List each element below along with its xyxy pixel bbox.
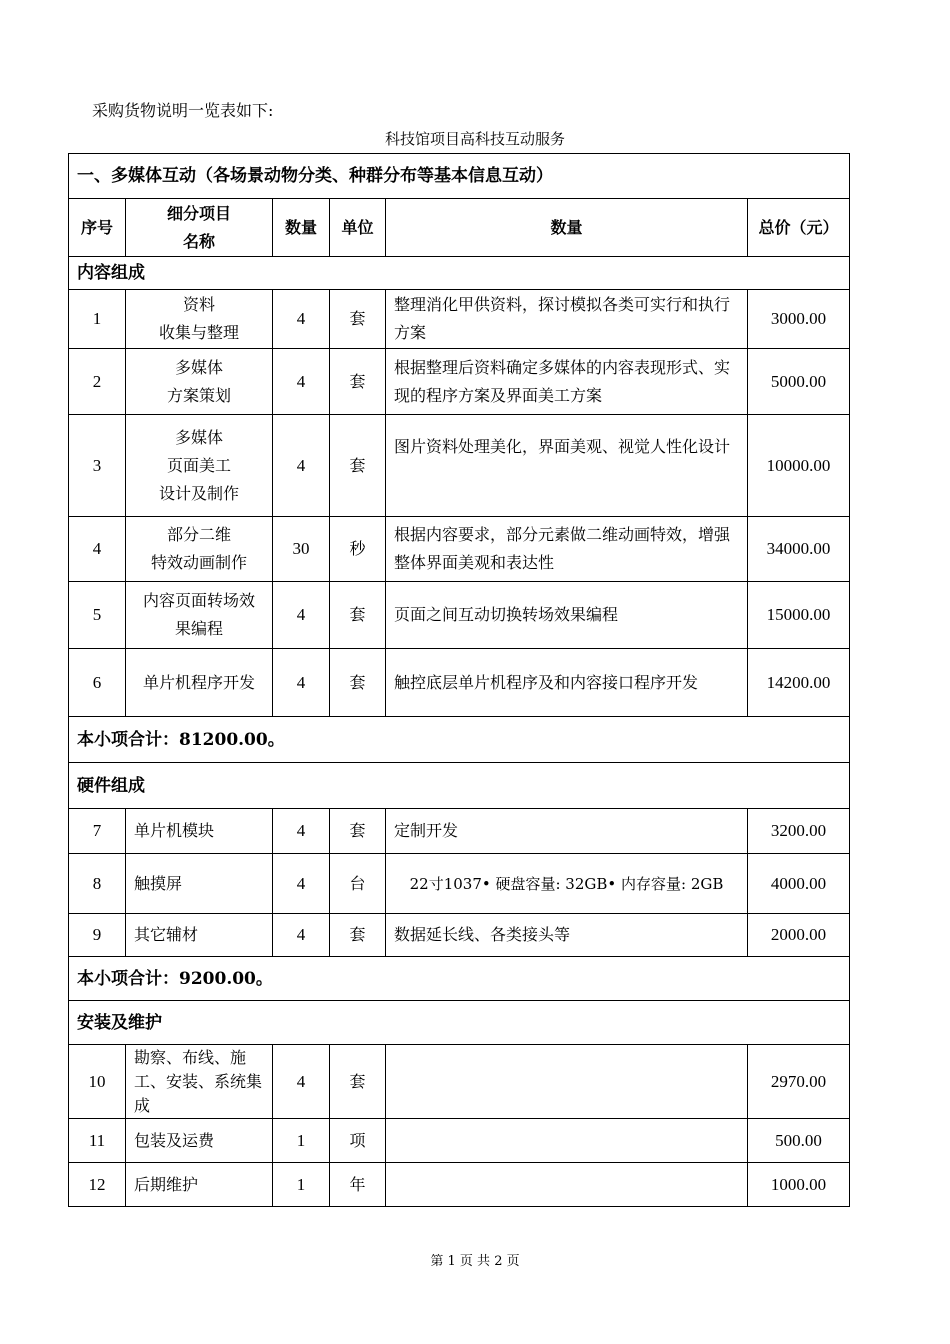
table-row (69, 854, 850, 914)
row-name: 资料 收集与整理 (126, 290, 273, 349)
row-no: 8 (69, 854, 126, 914)
row-desc: 定制开发 (386, 809, 748, 854)
group-label: 硬件组成 (69, 763, 850, 809)
row-desc: 数据延长线、各类接头等 (386, 914, 748, 957)
row-desc: 触控底层单片机程序及和内容接口程序开发 (386, 649, 748, 717)
row-desc: 整理消化甲供资料，探讨模拟各类可实行和执行方案 (386, 290, 748, 349)
table-row (69, 517, 850, 582)
row-desc: 根据整理后资料确定多媒体的内容表现形式、实现的程序方案及界面美工方案 (386, 349, 748, 415)
page-footer: 第 1 页 共 2 页 (430, 1254, 520, 1269)
row-unit: 台 (330, 854, 386, 914)
row-unit: 套 (330, 914, 386, 957)
row-price: 500.00 (748, 1119, 850, 1163)
row-no: 11 (69, 1119, 126, 1163)
section-title: 一、多媒体互动（各场景动物分类、种群分布等基本信息互动） (69, 154, 850, 199)
group-row-install (69, 1001, 850, 1045)
header-item: 细分项目 名称 (126, 199, 273, 257)
section-title-row (69, 154, 850, 199)
row-price: 34000.00 (748, 517, 850, 582)
row-name: 内容页面转场效 果编程 (126, 582, 273, 649)
row-name: 单片机程序开发 (126, 649, 273, 717)
row-unit: 套 (330, 1045, 386, 1119)
table-row (69, 1119, 850, 1163)
row-unit: 项 (330, 1119, 386, 1163)
row-no: 12 (69, 1163, 126, 1207)
row-price: 14200.00 (748, 649, 850, 717)
subtotal-row (69, 717, 850, 763)
document-title: 科技馆项目高科技互动服务 (384, 130, 565, 148)
table-row (69, 649, 850, 717)
row-price: 3000.00 (748, 290, 850, 349)
table-row (69, 290, 850, 349)
row-no: 3 (69, 415, 126, 517)
row-unit: 年 (330, 1163, 386, 1207)
header-desc: 数量 (386, 199, 748, 257)
row-qty: 4 (273, 1045, 330, 1119)
row-desc (386, 1119, 748, 1163)
header-unit: 单位 (330, 199, 386, 257)
group-label: 安装及维护 (69, 1001, 850, 1045)
row-no: 7 (69, 809, 126, 854)
row-name: 多媒体 方案策划 (126, 349, 273, 415)
row-price: 1000.00 (748, 1163, 850, 1207)
row-price: 3200.00 (748, 809, 850, 854)
table-row (69, 1163, 850, 1207)
row-price: 2970.00 (748, 1045, 850, 1119)
row-desc: 图片资料处理美化，界面美观、视觉人性化设计 (386, 415, 748, 517)
row-price: 5000.00 (748, 349, 850, 415)
row-unit: 套 (330, 809, 386, 854)
subtotal-text: 本小项合计：81200.00。 (69, 717, 850, 763)
group-row-hardware (69, 763, 850, 809)
row-qty: 4 (273, 582, 330, 649)
row-price: 2000.00 (748, 914, 850, 957)
row-qty: 4 (273, 415, 330, 517)
row-no: 9 (69, 914, 126, 957)
row-name: 后期维护 (126, 1163, 273, 1207)
row-unit: 套 (330, 290, 386, 349)
row-name: 多媒体 页面美工 设计及制作 (126, 415, 273, 517)
table-row (69, 809, 850, 854)
header-no: 序号 (69, 199, 126, 257)
row-unit: 套 (330, 349, 386, 415)
group-row-content (69, 257, 850, 290)
table-row (69, 349, 850, 415)
subtotal-text: 本小项合计：9200.00。 (69, 957, 850, 1001)
row-qty: 30 (273, 517, 330, 582)
subtotal-row (69, 957, 850, 1001)
row-qty: 4 (273, 809, 330, 854)
row-name: 部分二维 特效动画制作 (126, 517, 273, 582)
row-desc: 根据内容要求，部分元素做二维动画特效，增强整体界面美观和表达性 (386, 517, 748, 582)
row-no: 6 (69, 649, 126, 717)
row-no: 2 (69, 349, 126, 415)
header-qty: 数量 (273, 199, 330, 257)
row-desc (386, 1163, 748, 1207)
row-price: 4000.00 (748, 854, 850, 914)
row-price: 15000.00 (748, 582, 850, 649)
header-price: 总价（元） (748, 199, 850, 257)
row-qty: 4 (273, 914, 330, 957)
row-unit: 秒 (330, 517, 386, 582)
row-no: 1 (69, 290, 126, 349)
table-row (69, 1045, 850, 1119)
procurement-table (68, 153, 850, 1207)
row-qty: 1 (273, 1163, 330, 1207)
row-unit: 套 (330, 582, 386, 649)
intro-text: 采购货物说明一览表如下: (92, 101, 274, 120)
group-label: 内容组成 (69, 257, 850, 290)
row-qty: 4 (273, 649, 330, 717)
row-desc (386, 1045, 748, 1119)
row-unit: 套 (330, 415, 386, 517)
row-qty: 4 (273, 290, 330, 349)
row-name: 单片机模块 (126, 809, 273, 854)
row-qty: 1 (273, 1119, 330, 1163)
row-name: 其它辅材 (126, 914, 273, 957)
row-name: 触摸屏 (126, 854, 273, 914)
header-row (69, 199, 850, 257)
table-row (69, 914, 850, 957)
row-no: 5 (69, 582, 126, 649)
row-qty: 4 (273, 854, 330, 914)
row-unit: 套 (330, 649, 386, 717)
row-desc: 页面之间互动切换转场效果编程 (386, 582, 748, 649)
row-desc: 22寸1037• 硬盘容量: 32GB• 内存容量: 2GB (386, 854, 748, 914)
row-qty: 4 (273, 349, 330, 415)
row-no: 4 (69, 517, 126, 582)
row-no: 10 (69, 1045, 126, 1119)
row-name: 包装及运费 (126, 1119, 273, 1163)
row-price: 10000.00 (748, 415, 850, 517)
row-name: 勘察、布线、施工、安装、系统集成 (126, 1045, 273, 1119)
table-row (69, 415, 850, 517)
table-row (69, 582, 850, 649)
